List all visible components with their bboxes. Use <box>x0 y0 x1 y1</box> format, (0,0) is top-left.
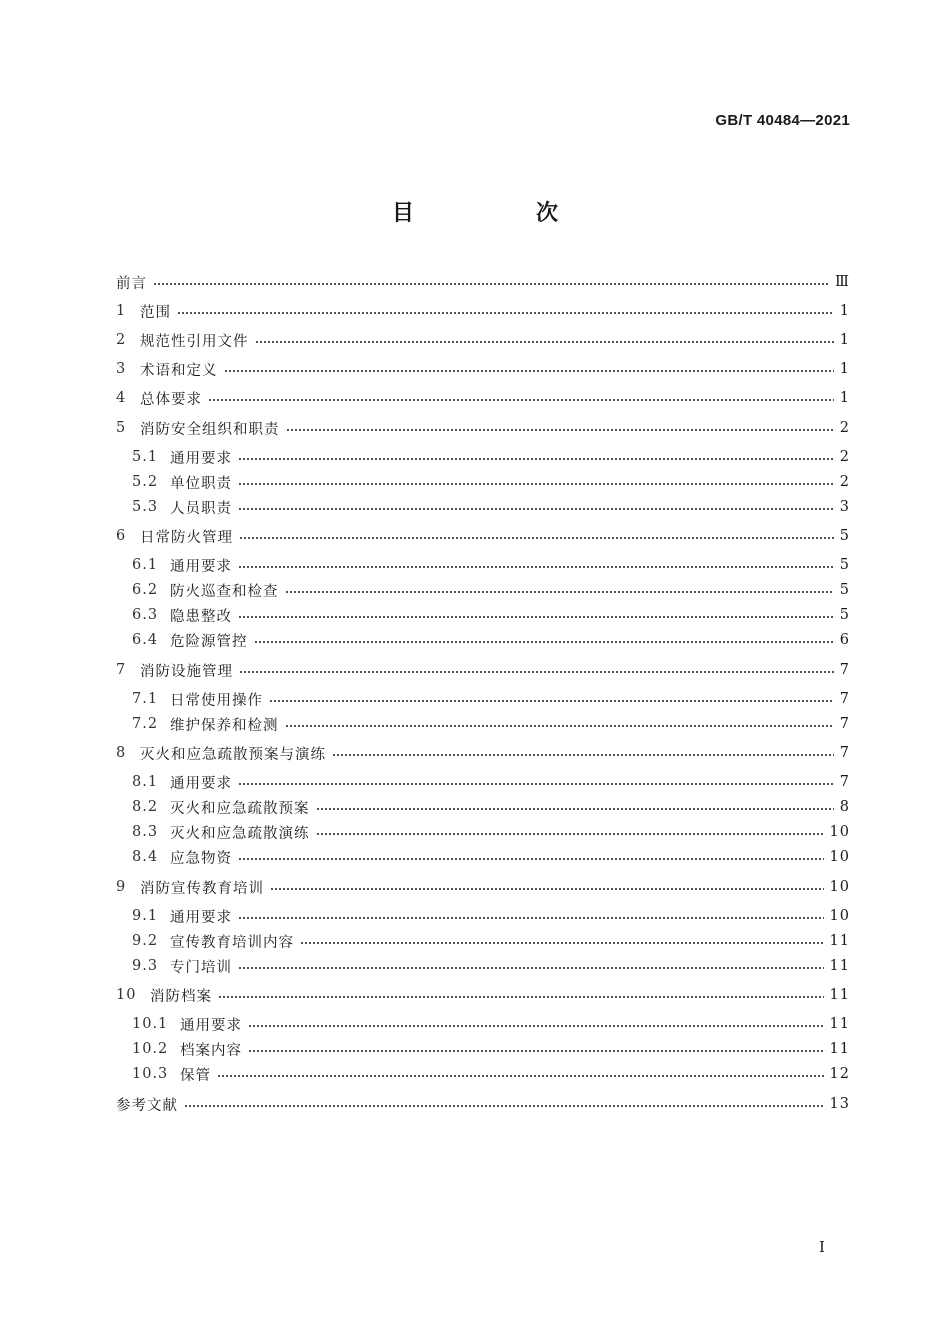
toc-entry-page: 11 <box>829 1041 850 1057</box>
toc-entry-number: 8.1 <box>132 774 159 790</box>
dot-leader <box>316 833 824 835</box>
toc-entry-page: Ⅲ <box>835 274 850 290</box>
toc-entry-number: 10.2 <box>132 1041 169 1057</box>
toc-entry[interactable] <box>116 359 850 379</box>
toc-entry-number: 9 <box>116 879 127 895</box>
toc-entry-page: 10 <box>829 879 850 895</box>
dot-leader <box>153 283 829 285</box>
toc-entry-label: 消防安全组织和职责 <box>140 421 280 438</box>
toc-entry-page: 7 <box>839 774 850 790</box>
toc-entry-number: 8.3 <box>132 824 159 840</box>
dot-leader <box>238 967 824 969</box>
toc-entry[interactable] <box>116 526 850 546</box>
toc-entry[interactable] <box>116 743 850 763</box>
toc-entry-page: 3 <box>839 499 850 515</box>
toc-entry[interactable] <box>132 956 850 976</box>
toc-entry-label: 灭火和应急疏散预案与演练 <box>140 746 326 763</box>
toc-entry-label: 应急物资 <box>170 850 232 867</box>
toc-entry[interactable] <box>132 822 850 842</box>
toc-entry[interactable] <box>116 418 850 438</box>
dot-leader <box>332 754 834 756</box>
toc-entry-page: 11 <box>829 933 850 949</box>
dot-leader <box>254 641 834 643</box>
toc-entry[interactable] <box>132 580 850 600</box>
toc-entry-label: 通用要求 <box>170 558 232 575</box>
toc-entry-number: 10.3 <box>132 1066 169 1082</box>
dot-leader <box>239 671 834 673</box>
toc-entry[interactable] <box>132 1014 850 1034</box>
page-title: 目 次 <box>391 200 608 226</box>
toc-entry[interactable] <box>132 772 850 792</box>
toc-entry[interactable] <box>116 388 850 408</box>
toc-entry-label: 通用要求 <box>170 909 232 926</box>
toc-entry[interactable] <box>132 630 850 650</box>
toc-entry-label: 日常防火管理 <box>140 529 233 546</box>
toc-entry[interactable] <box>132 472 850 492</box>
dot-leader <box>316 808 834 810</box>
dot-leader <box>184 1105 824 1107</box>
toc-entry-page: 1 <box>839 332 850 348</box>
toc-entry-page: 1 <box>839 303 850 319</box>
toc-entry-number: 7.2 <box>132 716 159 732</box>
dot-leader <box>238 858 824 860</box>
toc-entry-number: 7.1 <box>132 691 159 707</box>
toc-entry[interactable] <box>132 931 850 951</box>
toc-entry-page: 2 <box>839 449 850 465</box>
toc-entry-label: 消防宣传教育培训 <box>140 880 264 897</box>
toc-entry-label: 灭火和应急疏散演练 <box>170 825 310 842</box>
dot-leader <box>238 566 834 568</box>
toc-entry[interactable] <box>132 847 850 867</box>
dot-leader <box>238 616 834 618</box>
toc-entry-label: 规范性引用文件 <box>140 333 249 350</box>
dot-leader <box>239 537 834 539</box>
dot-leader <box>224 370 834 372</box>
toc-entry-label: 通用要求 <box>180 1017 242 1034</box>
toc-entry-number: 8 <box>116 745 127 761</box>
toc-entry-number: 10 <box>116 987 137 1003</box>
toc-entry-page: 11 <box>829 958 850 974</box>
toc-entry-label: 维护保养和检测 <box>170 717 279 734</box>
toc-entry-number: 5.2 <box>132 474 159 490</box>
toc-entry-page: 1 <box>839 390 850 406</box>
toc-entry-label: 通用要求 <box>170 775 232 792</box>
toc-entry[interactable] <box>132 714 850 734</box>
toc-entry-page: 10 <box>829 824 850 840</box>
toc-entry-number: 6.1 <box>132 557 159 573</box>
toc-entry[interactable] <box>132 447 850 467</box>
toc-entry-number: 6.4 <box>132 632 159 648</box>
dot-leader <box>177 312 834 314</box>
toc-entry-page: 6 <box>839 632 850 648</box>
toc-entry-page: 5 <box>839 528 850 544</box>
toc-entry[interactable] <box>132 1064 850 1084</box>
toc-entry[interactable] <box>132 605 850 625</box>
toc-entry-page: 5 <box>839 557 850 573</box>
toc-entry-number: 6.3 <box>132 607 159 623</box>
dot-leader <box>238 917 824 919</box>
dot-leader <box>286 429 834 431</box>
toc-entry-page: 8 <box>839 799 850 815</box>
dot-leader <box>285 591 834 593</box>
toc-entry[interactable] <box>132 906 850 926</box>
toc-entry-page: 13 <box>829 1096 850 1112</box>
toc-entry-page: 11 <box>829 987 850 1003</box>
toc-entry-number: 9.3 <box>132 958 159 974</box>
toc-entry-number: 5 <box>116 420 127 436</box>
toc-entry-number: 5.1 <box>132 449 159 465</box>
toc-entry[interactable] <box>132 689 850 709</box>
toc-entry-number: 4 <box>116 390 127 406</box>
toc-entry[interactable] <box>116 660 850 680</box>
toc-entry-page: 7 <box>839 716 850 732</box>
toc-entry-label: 宣传教育培训内容 <box>170 934 294 951</box>
toc-entry[interactable] <box>116 301 850 321</box>
toc-entry-number: 8.2 <box>132 799 159 815</box>
toc-entry-page: 1 <box>839 361 850 377</box>
toc-entry-label: 术语和定义 <box>140 362 218 379</box>
toc-entry[interactable] <box>132 497 850 517</box>
toc-entry-label: 通用要求 <box>170 450 232 467</box>
dot-leader <box>218 996 824 998</box>
toc-entry-label: 消防设施管理 <box>140 663 233 680</box>
toc-entry-number: 1 <box>116 303 127 319</box>
toc-entry-page: 10 <box>829 849 850 865</box>
dot-leader <box>217 1075 824 1077</box>
toc-entry[interactable] <box>116 985 850 1005</box>
dot-leader <box>255 341 834 343</box>
toc-entry-page: 2 <box>839 474 850 490</box>
dot-leader <box>248 1025 824 1027</box>
toc-entry-number: 9.2 <box>132 933 159 949</box>
toc-entry-label: 消防档案 <box>150 988 212 1005</box>
dot-leader <box>270 888 824 890</box>
toc-entry-number: 6 <box>116 528 127 544</box>
toc-entry-page: 7 <box>839 745 850 761</box>
dot-leader <box>208 399 834 401</box>
toc-entry-page: 7 <box>839 691 850 707</box>
toc-entry-label: 防火巡查和检查 <box>170 583 279 600</box>
toc-entry-label: 参考文献 <box>116 1097 178 1114</box>
dot-leader <box>248 1050 824 1052</box>
toc-entry-label: 前言 <box>116 275 147 292</box>
toc-entry-number: 7 <box>116 662 127 678</box>
toc-entry[interactable] <box>116 1094 850 1114</box>
dot-leader <box>300 942 824 944</box>
dot-leader <box>285 725 834 727</box>
toc-entry-number: 5.3 <box>132 499 159 515</box>
toc-entry-label: 日常使用操作 <box>170 692 263 709</box>
toc-entry-label: 保管 <box>180 1067 211 1084</box>
toc-entry[interactable] <box>132 797 850 817</box>
toc-entry-page: 12 <box>829 1066 850 1082</box>
dot-leader <box>238 783 834 785</box>
toc-entry-page: 2 <box>839 420 850 436</box>
toc-entry-page: 11 <box>829 1016 850 1032</box>
toc-entry-page: 10 <box>829 908 850 924</box>
toc-entry-label: 档案内容 <box>180 1042 242 1059</box>
toc-entry-label: 总体要求 <box>140 391 202 408</box>
toc-entry[interactable] <box>116 330 850 350</box>
toc-entry-number: 3 <box>116 361 127 377</box>
toc-entry[interactable] <box>116 272 850 292</box>
toc-entry-number: 6.2 <box>132 582 159 598</box>
dot-leader <box>269 700 834 702</box>
dot-leader <box>238 483 834 485</box>
toc-entry-page: 5 <box>839 582 850 598</box>
dot-leader <box>238 508 834 510</box>
toc-entry-page: 7 <box>839 662 850 678</box>
toc-entry-label: 单位职责 <box>170 475 232 492</box>
toc-entry-label: 人员职责 <box>170 500 232 517</box>
toc-entry-number: 9.1 <box>132 908 159 924</box>
toc-entry[interactable] <box>132 1039 850 1059</box>
toc-entry[interactable] <box>132 555 850 575</box>
toc-entry-label: 范围 <box>140 304 171 321</box>
toc-entry-number: 8.4 <box>132 849 159 865</box>
toc-entry-number: 10.1 <box>132 1016 169 1032</box>
dot-leader <box>238 458 834 460</box>
toc-entry-label: 灭火和应急疏散预案 <box>170 800 310 817</box>
toc-entry[interactable] <box>116 877 850 897</box>
page-number: Ⅰ <box>819 1238 825 1256</box>
standard-code: GB/T 40484—2021 <box>715 112 850 129</box>
toc-entry-label: 专门培训 <box>170 959 232 976</box>
toc-entry-label: 危险源管控 <box>170 633 248 650</box>
toc-entry-page: 5 <box>839 607 850 623</box>
toc-entry-number: 2 <box>116 332 127 348</box>
toc-entry-label: 隐患整改 <box>170 608 232 625</box>
